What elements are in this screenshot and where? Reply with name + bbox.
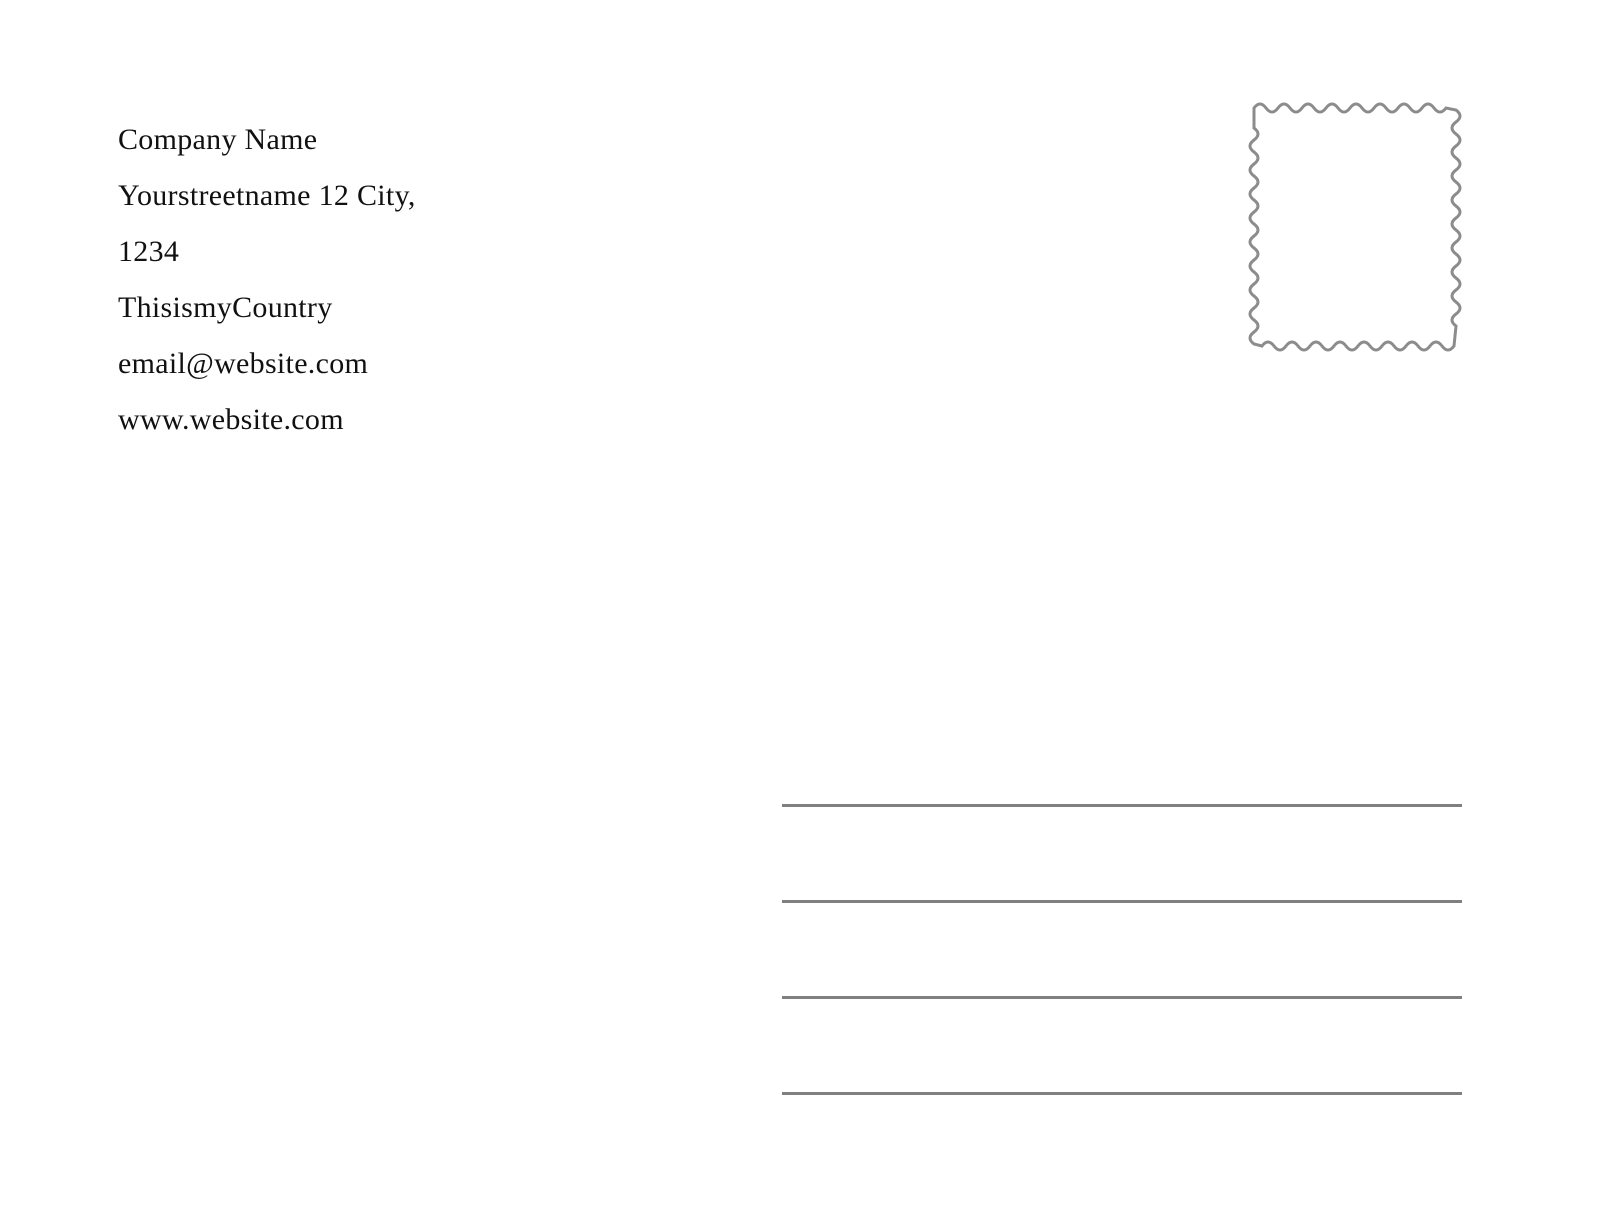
sender-line-website: www.website.com	[118, 403, 344, 436]
postage-stamp-icon	[1248, 100, 1462, 354]
sender-line-company: Company Name	[118, 123, 318, 156]
address-line-3[interactable]	[782, 996, 1462, 999]
sender-line-country: ThisismyCountry	[118, 291, 333, 324]
address-line-4[interactable]	[782, 1092, 1462, 1095]
sender-line-street: Yourstreetname 12 City,	[118, 179, 416, 212]
address-line-1[interactable]	[782, 804, 1462, 807]
sender-line-postcode: 1234	[118, 235, 180, 268]
address-line-2[interactable]	[782, 900, 1462, 903]
sender-address-block	[118, 112, 738, 448]
sender-line-email: email@website.com	[118, 347, 369, 380]
recipient-address-lines	[782, 804, 1462, 1095]
